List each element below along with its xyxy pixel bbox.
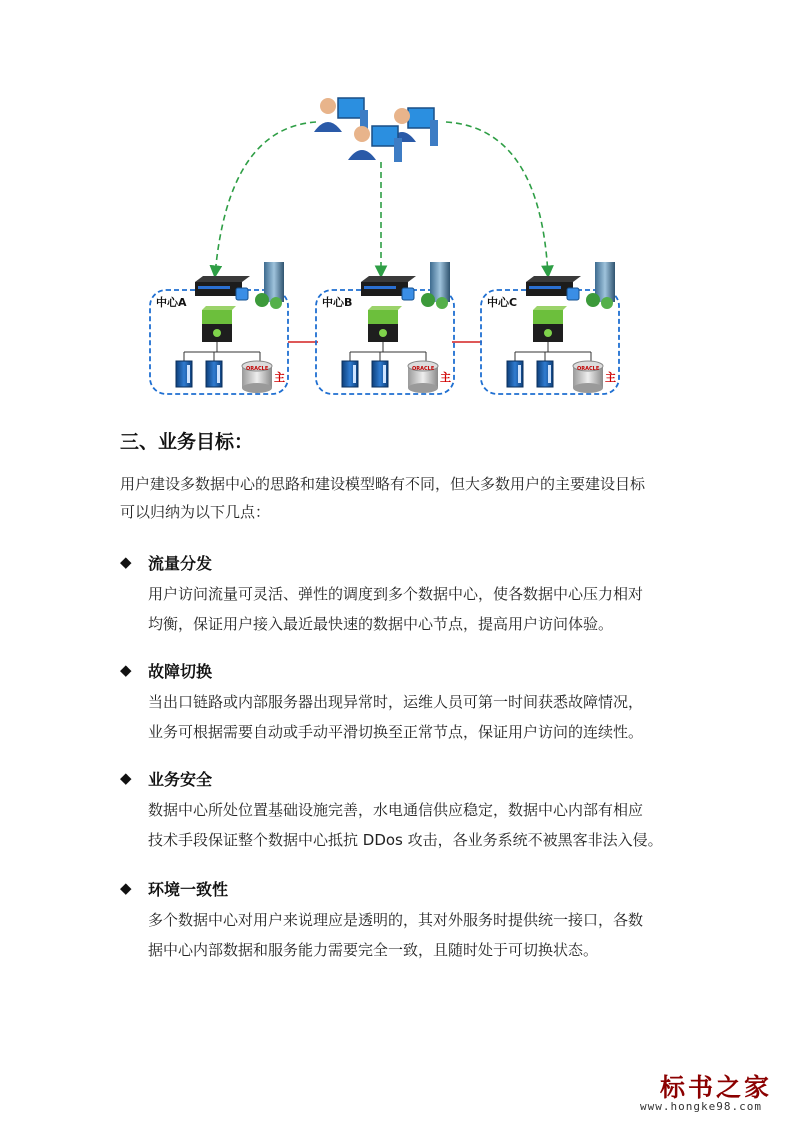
users-group [314,98,438,162]
diamond-bullet-icon: ◆ [120,553,132,571]
goal-title: 环境一致性 [148,879,229,899]
multi-datacenter-diagram [0,0,793,410]
switch-badge-icon [567,288,579,300]
watermark-logo [640,1060,790,1120]
router-icon [195,276,250,282]
goal-line: 当出口链路或内部服务器出现异常时，运维人员可第一时间获悉故障情况， [148,693,644,711]
switch-badge-icon [236,288,248,300]
goal-description [148,905,678,965]
data-center-b [316,262,454,394]
goal-line: 均衡，保证用户接入最近最快速的数据中心节点，提高用户访问体验。 [148,615,614,633]
goal-item [120,657,680,747]
router-icon [361,276,416,282]
load-balancer-icon [533,306,567,310]
intro-line: 可以归纳为以下几点： [120,503,271,521]
center-label: 中心A [156,296,187,309]
goal-line: 技术手段保证整个数据中心抵抗 DDos 攻击，各业务系统不被黑客非法入侵。 [148,831,663,849]
watermark-brand: 标书之家 [660,1073,773,1102]
user-link-a [215,122,316,275]
center-label: 中心B [322,296,353,309]
goal-title: 故障切换 [148,661,213,681]
data-center-c [481,262,619,394]
section-heading: 三、业务目标： [120,431,254,453]
intro-line: 用户建设多数据中心的思路和建设模型略有不同，但大多数用户的主要建设目标 [120,475,646,493]
primary-marker: 主 [605,371,616,384]
goal-line: 业务可根据需要自动或手动平滑切换至正常节点，保证用户访问的连续性。 [148,723,644,741]
load-balancer-icon [368,306,402,310]
switch-badge-icon [402,288,414,300]
diamond-bullet-icon: ◆ [120,769,132,787]
diamond-bullet-icon: ◆ [120,879,132,897]
goal-line: 用户访问流量可灵活、弹性的调度到多个数据中心，使各数据中心压力相对 [148,585,644,603]
diamond-bullet-icon: ◆ [120,661,132,679]
goal-description [148,687,678,747]
goal-title: 流量分发 [148,553,213,573]
database-brand-label: ORACLE [412,366,435,372]
router-icon [526,276,581,282]
goal-description [148,579,678,639]
center-label: 中心C [487,296,518,309]
goal-line: 多个数据中心对用户来说理应是透明的，其对外服务时提供统一接口，各数 [148,911,644,929]
goal-description [148,795,678,855]
load-balancer-icon [202,306,236,310]
data-center-a [150,262,288,394]
database-brand-label: ORACLE [577,366,600,372]
goal-line: 据中心内部数据和服务能力需要完全一致，且随时处于可切换状态。 [148,941,599,959]
database-brand-label: ORACLE [246,366,269,372]
user-workstation-icon [348,126,402,162]
goal-item [120,765,680,855]
goal-title: 业务安全 [148,769,213,789]
goal-item [120,549,680,639]
intro-paragraph [120,470,690,526]
watermark-url: www.hongke98.com [640,1100,762,1113]
primary-marker: 主 [440,371,451,384]
primary-marker: 主 [274,371,285,384]
goal-item [120,875,680,965]
goal-line: 数据中心所处位置基础设施完善，水电通信供应稳定，数据中心内部有相应 [148,801,644,819]
user-link-c [446,122,548,275]
